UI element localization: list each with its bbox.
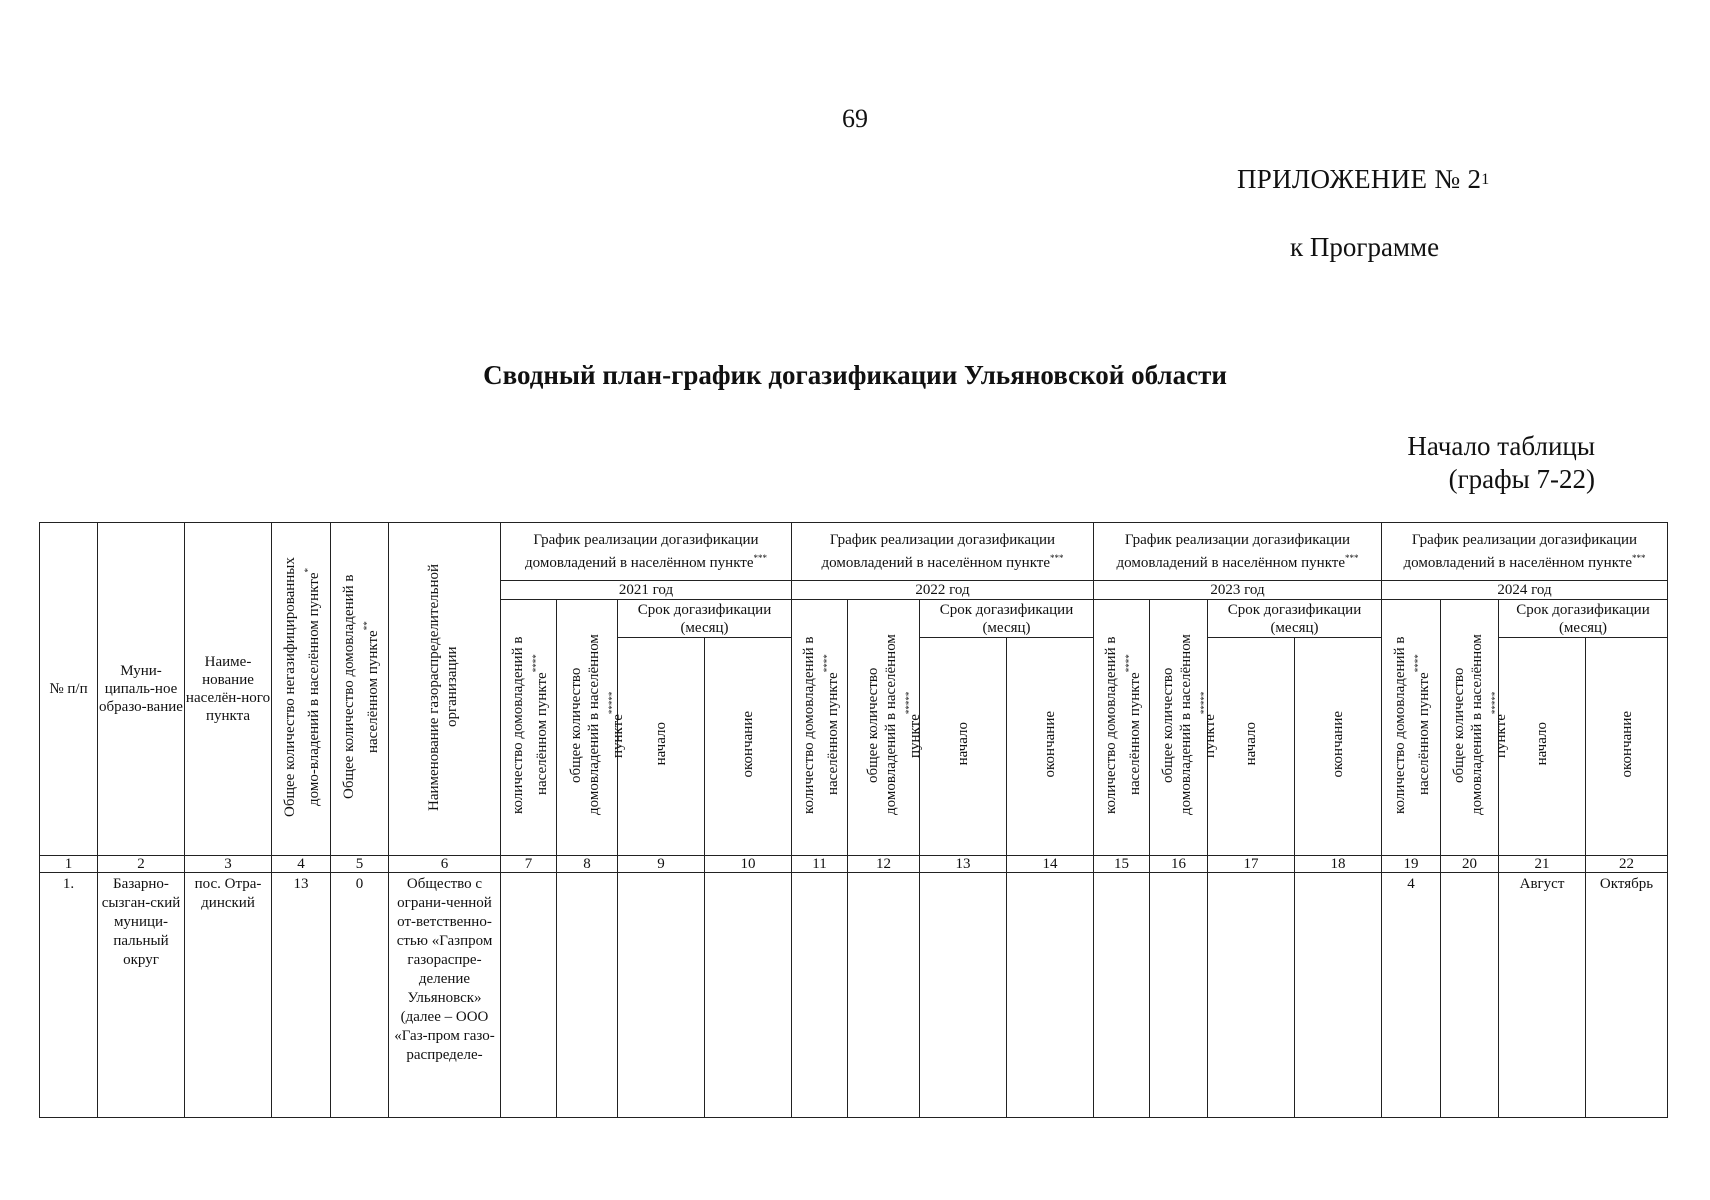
- col-num: 14: [1007, 856, 1094, 873]
- cell-empty: [848, 873, 920, 1118]
- header-total-count: общее количество домовладений в населённом пункте*****: [848, 600, 920, 856]
- header-count: количество домовладений в населённом пункте****: [1382, 600, 1441, 856]
- header-ungasified: Общее количество негазифицированных домо-владений в населённом пункте*: [272, 523, 331, 856]
- appendix-superscript: 1: [1481, 171, 1490, 188]
- header-municipality: Муни-ципаль-ное образо-вание: [98, 523, 185, 856]
- row-num: 1.: [40, 873, 98, 1118]
- col-num: 11: [792, 856, 848, 873]
- col-num: 18: [1295, 856, 1382, 873]
- col-num: 1: [40, 856, 98, 873]
- header-total-households: Общее количество домовладений в населённом пункте**: [331, 523, 389, 856]
- header-end: окончание: [1586, 638, 1668, 856]
- row-ungasified: 13: [272, 873, 331, 1118]
- appendix-text: ПРИЛОЖЕНИЕ № 2: [1237, 164, 1482, 194]
- schedule-table: [39, 522, 1668, 1118]
- document-title: Сводный план-график догазификации Ульяновской области: [483, 360, 1227, 390]
- table-note-line2: (графы 7-22): [1448, 464, 1595, 494]
- row-total: 0: [331, 873, 389, 1118]
- row-municipality: Базарно-сызган-ский муници-пальный округ: [98, 873, 185, 1118]
- year-2022: 2022 год: [792, 581, 1094, 600]
- col-num: 7: [501, 856, 557, 873]
- cell-empty: [557, 873, 618, 1118]
- cell-empty: [1441, 873, 1499, 1118]
- header-end: окончание: [1295, 638, 1382, 856]
- col-num: 12: [848, 856, 920, 873]
- header-count: количество домовладений в населённом пункте****: [792, 600, 848, 856]
- year-2024: 2024 год: [1382, 581, 1668, 600]
- col-num: 15: [1094, 856, 1150, 873]
- cell-empty: [1208, 873, 1295, 1118]
- to-program-label: к Программе: [1290, 232, 1440, 262]
- table-row: [40, 873, 1668, 1118]
- col-num: 17: [1208, 856, 1295, 873]
- col-num: 16: [1150, 856, 1208, 873]
- col-num: 6: [389, 856, 501, 873]
- header-total-count: общее количество домовладений в населённом пункте*****: [557, 600, 618, 856]
- header-schedule-2021: График реализации догазификации домовладений в населённом пункте***: [501, 523, 792, 581]
- header-count: количество домовладений в населённом пункте****: [1094, 600, 1150, 856]
- col-num: 3: [185, 856, 272, 873]
- table-note: [1350, 430, 1595, 496]
- header-count: количество домовладений в населённом пункте****: [501, 600, 557, 856]
- col-num: 5: [331, 856, 389, 873]
- header-term: Срок догазификации (месяц): [618, 600, 792, 638]
- cell-empty: [1094, 873, 1150, 1118]
- header-term: Срок догазификации (месяц): [920, 600, 1094, 638]
- year-2021: 2021 год: [501, 581, 792, 600]
- col-num: 9: [618, 856, 705, 873]
- header-gdo: Наименование газораспределительной организации: [389, 523, 501, 856]
- row-gdo: Общество с ограни-ченной от-ветственно-стью «Газпром газораспре-деление Ульяновск» (далее – ООО «Газ-пром газо-распределе-: [389, 873, 501, 1118]
- header-start: начало: [920, 638, 1007, 856]
- cell-empty: [1007, 873, 1094, 1118]
- cell-empty: [920, 873, 1007, 1118]
- col-num: 13: [920, 856, 1007, 873]
- header-term: Срок догазификации (месяц): [1499, 600, 1668, 638]
- col-num: 10: [705, 856, 792, 873]
- row-2024-count: 4: [1382, 873, 1441, 1118]
- col-num: 8: [557, 856, 618, 873]
- col-num: 21: [1499, 856, 1586, 873]
- header-total-count: общее количество домовладений в населённом пункте*****: [1150, 600, 1208, 856]
- header-schedule-2024: График реализации догазификации домовладений в населённом пункте***: [1382, 523, 1668, 581]
- row-2024-start: Август: [1499, 873, 1586, 1118]
- cell-empty: [1295, 873, 1382, 1118]
- page-number: 69: [842, 104, 868, 133]
- header-settlement: Наиме-нование населён-ного пункта: [185, 523, 272, 856]
- header-start: начало: [1499, 638, 1586, 856]
- col-num: 19: [1382, 856, 1441, 873]
- header-term: Срок догазификации (месяц): [1208, 600, 1382, 638]
- col-num: 4: [272, 856, 331, 873]
- col-num: 20: [1441, 856, 1499, 873]
- row-2024-end: Октябрь: [1586, 873, 1668, 1118]
- header-end: окончание: [705, 638, 792, 856]
- year-2023: 2023 год: [1094, 581, 1382, 600]
- row-settlement: пос. Отра-динский: [185, 873, 272, 1118]
- appendix-label: [1237, 164, 1490, 195]
- cell-empty: [618, 873, 705, 1118]
- col-num: 2: [98, 856, 185, 873]
- header-schedule-2022: График реализации догазификации домовладений в населённом пункте***: [792, 523, 1094, 581]
- table-note-line1: Начало таблицы: [1407, 431, 1595, 461]
- cell-empty: [1150, 873, 1208, 1118]
- header-start: начало: [1208, 638, 1295, 856]
- header-start: начало: [618, 638, 705, 856]
- col-num: 22: [1586, 856, 1668, 873]
- column-number-row: [40, 856, 1668, 873]
- header-schedule-2023: График реализации догазификации домовладений в населённом пункте***: [1094, 523, 1382, 581]
- header-total-count: общее количество домовладений в населённом пункте*****: [1441, 600, 1499, 856]
- header-num: № п/п: [40, 523, 98, 856]
- cell-empty: [792, 873, 848, 1118]
- cell-empty: [501, 873, 557, 1118]
- header-end: окончание: [1007, 638, 1094, 856]
- cell-empty: [705, 873, 792, 1118]
